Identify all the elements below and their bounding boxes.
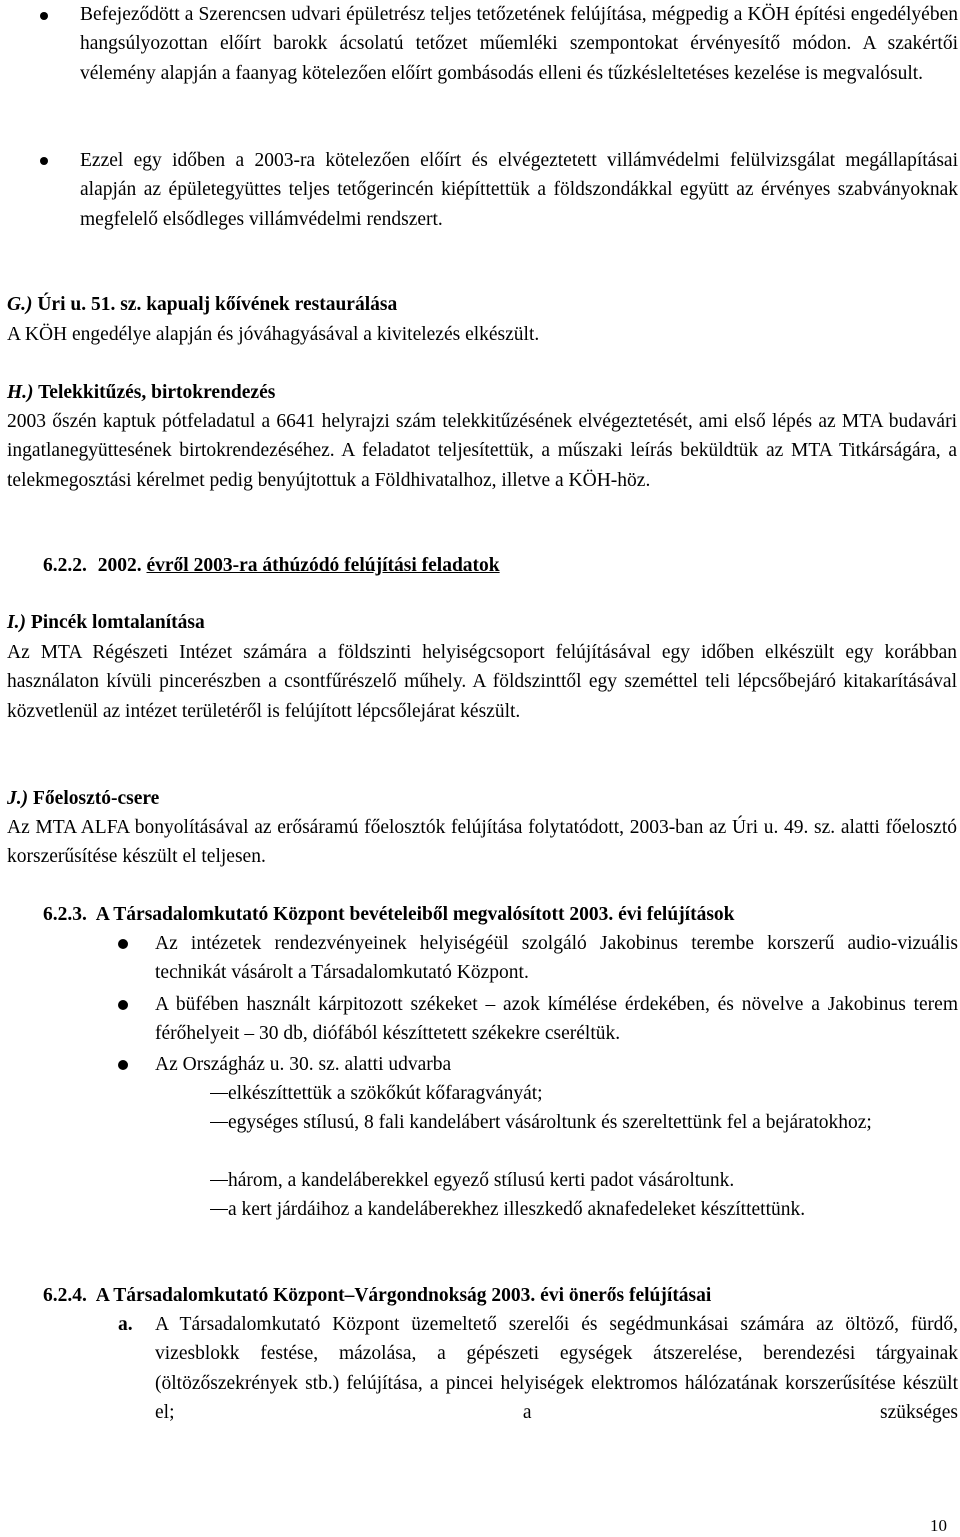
bullet-text: Az intézetek rendezvényeinek helyiségéül szolgáló Jakobinus terembe korszerű audio-vizuális technikát vásárolt a Társadalomkutató Központ. bbox=[155, 933, 958, 984]
bullet-icon bbox=[40, 157, 48, 165]
bullet-text: Ezzel egy időben a 2003-ra kötelezően előírt és elvégeztetett villámvédelmi felülvizsgálat megállapításai alapján az épületegyüttes teljes tetőgerincén kiépíttettük a földszondákkal együtt az érvényes szabványoknak megfelelő elsődleges villámvédelmi rendszert. bbox=[80, 150, 958, 230]
section-letter: J.) bbox=[7, 788, 29, 809]
bullet-item bbox=[118, 990, 958, 1050]
dash-list-item bbox=[210, 1079, 958, 1109]
section-title: Főelosztó-csere bbox=[33, 788, 160, 809]
section-j-heading bbox=[7, 784, 159, 813]
section-letter: I.) bbox=[7, 612, 26, 633]
heading-number: 6.2.4. bbox=[43, 1285, 87, 1306]
section-h-heading bbox=[7, 378, 275, 407]
heading-title: A Társadalomkutató Központ–Várgondnokság 2003. évi önerős felújításai bbox=[95, 1285, 712, 1306]
dash-item-text: három, a kandeláberekkel egyező stílusú kerti padot vásároltunk. bbox=[228, 1170, 735, 1191]
item-label: a. bbox=[118, 1314, 133, 1335]
item-text: A Társadalomkutató Központ üzemeltető szerelői és segédmunkásai számára az öltöző, fürdő, vizesblokk festése, mázolása, a gépészeti egységek átszerelése, berendezési tárgyainak (öltözőszekrények stb.) felújítása, a pincei helyiségek elektromos hálózatának korszerűsítése készült el; a szükséges bbox=[155, 1314, 958, 1424]
dash-list-item bbox=[210, 1166, 958, 1196]
bullet-text: Az Országház u. 30. sz. alatti udvarba bbox=[155, 1054, 452, 1075]
bullet-icon bbox=[118, 1060, 128, 1070]
heading-title: évről 2003-ra áthúzódó felújítási feladatok bbox=[146, 555, 500, 576]
bullet-icon bbox=[40, 12, 48, 20]
dash-icon bbox=[210, 1180, 228, 1181]
bullet-icon bbox=[118, 1000, 128, 1010]
section-letter: G.) bbox=[7, 294, 33, 315]
page-number: 10 bbox=[930, 1516, 947, 1535]
bullet-item bbox=[118, 929, 958, 989]
heading-6-2-3 bbox=[43, 900, 735, 929]
dash-item-text: a kert járdáihoz a kandeláberekhez illeszkedő aknafedeleket készíttettünk. bbox=[228, 1199, 806, 1220]
section-title: Telekkitűzés, birtokrendezés bbox=[38, 382, 276, 403]
bullet-item bbox=[40, 0, 958, 120]
heading-6-2-2 bbox=[43, 551, 500, 580]
section-i-heading bbox=[7, 608, 205, 637]
section-j-body: Az MTA ALFA bonyolításával az erősáramú főelosztók felújítása folytatódott, 2003-ban az Úri u. 49. sz. alatti főelosztó korszerűsítése készült el teljesen. bbox=[7, 817, 957, 868]
lettered-item bbox=[118, 1310, 958, 1430]
dash-list-item bbox=[210, 1108, 958, 1168]
section-g-body: A KÖH engedélye alapján és jóváhagyásával a kivitelezés elkészült. bbox=[7, 324, 540, 345]
dash-item-text: egységes stílusú, 8 fali kandelábert vásároltunk és szereltettünk fel a bejáratokhoz; bbox=[228, 1112, 872, 1133]
section-letter: H.) bbox=[7, 382, 34, 403]
dash-icon bbox=[210, 1093, 228, 1094]
bullet-item bbox=[118, 1050, 958, 1080]
heading-prefix: 2002. bbox=[97, 555, 142, 576]
section-i-body: Az MTA Régészeti Intézet számára a földszinti helyiségcsoport felújításával egy időben elkészült egy korábban használaton kívüli pincerészben a csontfűrészelő műhely. A földszinttől egy szeméttel teli lépcsőbejáró kitakarításával közvetlenül az intézet területéről is felújított lépcsőlejárat készült. bbox=[7, 642, 957, 722]
bullet-item bbox=[40, 146, 958, 266]
section-h-body: 2003 őszén kaptuk pótfeladatul a 6641 helyrajzi szám telekkitűzésének elvégeztetését, ami első lépés az MTA budavári ingatlanegyüttesének birtokrendezéséhez. A feladatot teljesítettük, a műszaki leírás beküldtük az MTA Titkárságára, a telekmegosztási kérelmet pedig benyújtottuk a Földhivatalhoz, illetve a KÖH-höz. bbox=[7, 411, 957, 491]
heading-number: 6.2.2. bbox=[43, 555, 87, 576]
section-title: Pincék lomtalanítása bbox=[30, 612, 205, 633]
dash-item-text: elkészíttettük a szökőkút kőfaragványát; bbox=[228, 1083, 543, 1104]
bullet-text: A büfében használt kárpitozott székeket – azok kímélése érdekében, és növelve a Jakobinus terem férőhelyeit – 30 db, diófából készíttetett székekre cseréltük. bbox=[155, 994, 958, 1045]
heading-title: A Társadalomkutató Központ bevételeiből megvalósított 2003. évi felújítások bbox=[95, 904, 735, 925]
section-g-heading bbox=[7, 290, 397, 319]
heading-number: 6.2.3. bbox=[43, 904, 87, 925]
bullet-text: Befejeződött a Szerencsen udvari épületrész teljes tetőzetének felújítása, mégpedig a KÖH építési engedélyében hangsúlyozottan előírt barokk ácsolatú tetőzet műemléki szempontokat érvényesítő módon. A szakértői vélemény alapján a faanyag kötelezően előírt gombásodás elleni és tűzkésleltetéses kezelése is megvalósult. bbox=[80, 4, 958, 84]
section-title: Úri u. 51. sz. kapualj kőívének restaurálása bbox=[37, 294, 398, 315]
bullet-icon bbox=[118, 939, 128, 949]
dash-list-item bbox=[210, 1195, 958, 1255]
heading-6-2-4 bbox=[43, 1281, 711, 1310]
